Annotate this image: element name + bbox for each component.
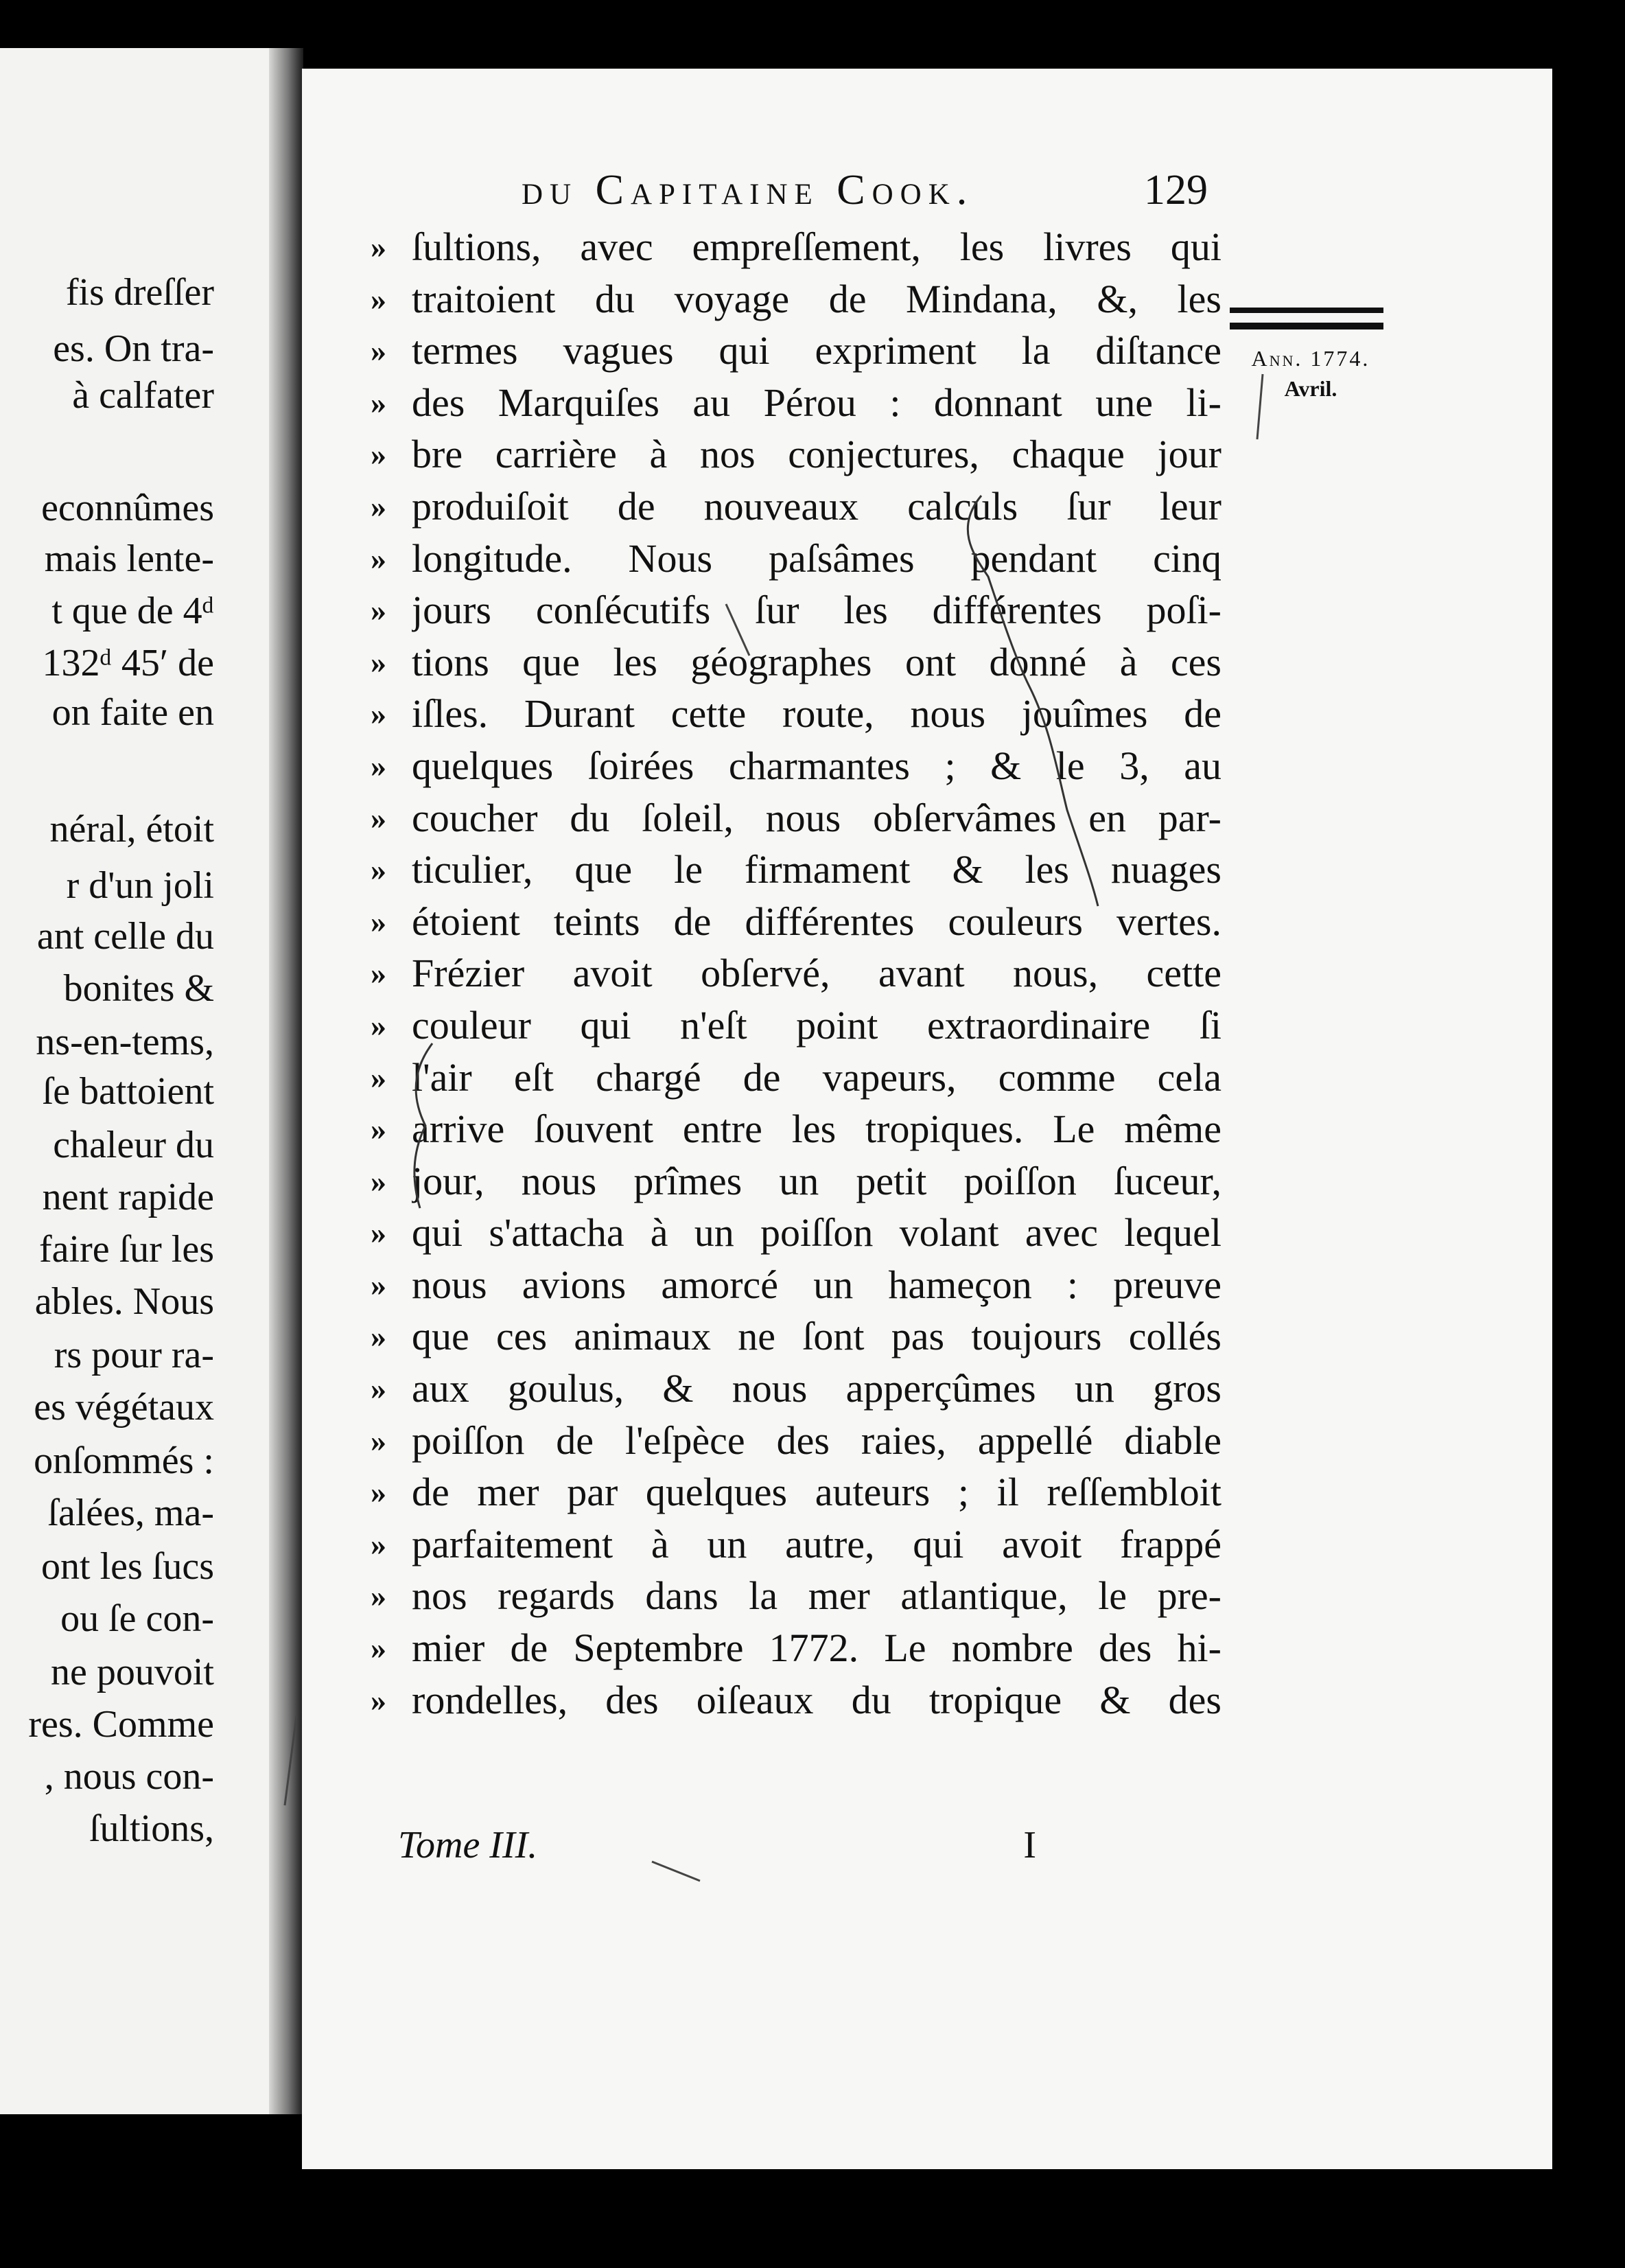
page-number: 129 xyxy=(1144,167,1208,213)
left-page-line: ne pouvoit xyxy=(51,1651,214,1693)
body-line-text: coucher du ſoleil, nous obſervâmes en par- xyxy=(412,795,1221,840)
quote-mark: » xyxy=(371,540,386,576)
body-line-text: de mer par quelques auteurs ; il reſſembloit xyxy=(412,1470,1221,1515)
quote-mark: » xyxy=(371,1422,386,1458)
left-page-line: es. On tra- xyxy=(53,327,214,370)
left-page-line: on faite en xyxy=(51,691,214,734)
body-line-text: poiſſon de l'eſpèce des raies, appellé diable xyxy=(412,1418,1221,1463)
marginal-year: Ann. 1774. xyxy=(1251,346,1370,371)
left-page-line: ſalées, ma- xyxy=(47,1492,214,1534)
quote-mark: » xyxy=(371,1111,386,1147)
pencil-stroke xyxy=(285,1716,296,1805)
quote-mark: » xyxy=(371,384,386,420)
left-page-line: es végétaux xyxy=(34,1386,214,1428)
left-page-line: rs pour ra- xyxy=(54,1334,214,1376)
quote-mark: » xyxy=(371,903,386,939)
quote-mark: » xyxy=(371,1319,386,1354)
left-page-line: 132ᵈ 45ʹ de xyxy=(42,642,214,684)
quote-mark: » xyxy=(371,1371,386,1407)
volume-label: Tome III. xyxy=(398,1824,538,1866)
body-line-text: termes vagues qui expriment la diſtance xyxy=(412,328,1221,373)
quote-mark: » xyxy=(371,1163,386,1199)
body-line-text: que ces animaux ne ſont pas toujours collés xyxy=(412,1314,1221,1359)
left-page-line: ſe battoient xyxy=(42,1070,214,1113)
quote-mark: » xyxy=(371,1059,386,1095)
body-line-text: jours conſécutifs ſur les différentes poſi- xyxy=(412,588,1221,633)
left-page-line: ant celle du xyxy=(36,915,214,958)
body-line-text: traitoient du voyage de Mindana, &, les xyxy=(412,276,1221,321)
quote-mark: » xyxy=(371,229,386,264)
body-line-text: mier de Septembre 1772. Le nombre des hi- xyxy=(412,1625,1221,1671)
left-page-line: néral, étoit xyxy=(49,808,214,850)
body-line-text: longitude. Nous paſsâmes pendant cinq xyxy=(412,535,1221,581)
quote-mark: » xyxy=(371,1266,386,1302)
pencil-stroke xyxy=(726,604,749,656)
pencil-stroke xyxy=(968,496,1098,906)
body-line-text: Frézier avoit obſervé, avant nous, cette xyxy=(412,951,1221,996)
body-line-text: couleur qui n'eſt point extraordinaire ſi xyxy=(412,1002,1221,1048)
quote-mark: » xyxy=(371,1682,386,1717)
body-line-text: bre carrière à nos conjectures, chaque jour xyxy=(412,432,1221,477)
body-line-text: nos regards dans la mer atlantique, le pre- xyxy=(412,1573,1221,1619)
left-page-line: ou ſe con- xyxy=(60,1597,214,1640)
quote-mark: » xyxy=(371,852,386,888)
left-page-line: ns-en-tems, xyxy=(36,1021,214,1063)
quote-mark: » xyxy=(371,488,386,524)
body-line-text: produiſoit de nouveaux calculs ſur leur xyxy=(412,483,1221,529)
quote-mark: » xyxy=(371,748,386,783)
left-page-line: , nous con- xyxy=(44,1755,214,1798)
pencil-stroke xyxy=(1257,374,1263,439)
left-page-line: mais lente- xyxy=(44,537,214,580)
body-line-text: qui s'attacha à un poiſſon volant avec lequel xyxy=(412,1210,1221,1256)
body-line-text: iſles. Durant cette route, nous jouîmes de xyxy=(412,691,1221,737)
left-page-line: econnûmes xyxy=(41,487,214,529)
running-head: du Capitaine Cook. xyxy=(522,167,974,213)
quote-mark: » xyxy=(371,956,386,991)
left-page-line: onſommés : xyxy=(34,1439,214,1482)
body-line-text: ſultions, avec empreſſement, les livres qui xyxy=(412,224,1221,269)
body-line-text: l'air eſt chargé de vapeurs, comme cela xyxy=(412,1054,1221,1100)
quote-mark: » xyxy=(371,1215,386,1251)
left-page-line: ſultions, xyxy=(89,1807,214,1850)
body-line-text: quelques ſoirées charmantes ; & le 3, au xyxy=(412,743,1221,788)
body-line-text: rondelles, des oiſeaux du tropique & des xyxy=(412,1677,1221,1722)
quote-mark: » xyxy=(371,1526,386,1562)
left-page-line: ables. Nous xyxy=(34,1280,214,1323)
quote-mark: » xyxy=(371,333,386,369)
body-line-text: ticulier, que le firmament & les nuages xyxy=(412,847,1221,892)
body-line-text: tions que les géographes ont donné à ces xyxy=(412,639,1221,684)
quote-mark: » xyxy=(371,1474,386,1510)
quote-mark: » xyxy=(371,1630,386,1666)
left-page-line: chaleur du xyxy=(53,1124,214,1166)
pencil-stroke xyxy=(652,1862,700,1881)
left-page-line: r d'un joli xyxy=(66,864,214,907)
body-line-text: aux goulus, & nous apperçûmes un gros xyxy=(412,1366,1221,1411)
left-page-line: nent rapide xyxy=(42,1176,214,1218)
left-page-line: à calfater xyxy=(72,374,214,417)
quote-mark: » xyxy=(371,696,386,732)
quote-mark: » xyxy=(371,644,386,680)
body-line-text: arrive ſouvent entre les tropiques. Le même xyxy=(412,1107,1221,1152)
pencil-stroke xyxy=(414,1043,432,1208)
quote-mark: » xyxy=(371,1578,386,1614)
left-page-line: ont les ſucs xyxy=(41,1545,214,1588)
quote-mark: » xyxy=(371,1007,386,1043)
quote-mark: » xyxy=(371,437,386,472)
left-page-line: fis dreſſer xyxy=(65,271,214,314)
left-page-line: res. Comme xyxy=(28,1703,214,1746)
body-line-text: parfaitement à un autre, qui avoit frappé xyxy=(412,1521,1221,1566)
left-page-line: t que de 4ᵈ xyxy=(51,590,214,632)
body-line-text: des Marquiſes au Pérou : donnant une li- xyxy=(412,380,1221,425)
body-line-text: nous avions amorcé un hameçon : preuve xyxy=(412,1262,1221,1307)
quote-mark: » xyxy=(371,800,386,835)
body-line-text: étoient teints de différentes couleurs vertes. xyxy=(412,899,1221,944)
left-page-line: bonites & xyxy=(63,967,214,1010)
left-page-line: faire ſur les xyxy=(39,1228,214,1271)
quote-mark: » xyxy=(371,281,386,316)
signature-mark: I xyxy=(1023,1824,1036,1866)
quote-mark: » xyxy=(371,592,386,628)
body-line-text: jour, nous prîmes un petit poiſſon ſuceur, xyxy=(412,1158,1221,1203)
marginal-month: Avril. xyxy=(1284,376,1337,401)
